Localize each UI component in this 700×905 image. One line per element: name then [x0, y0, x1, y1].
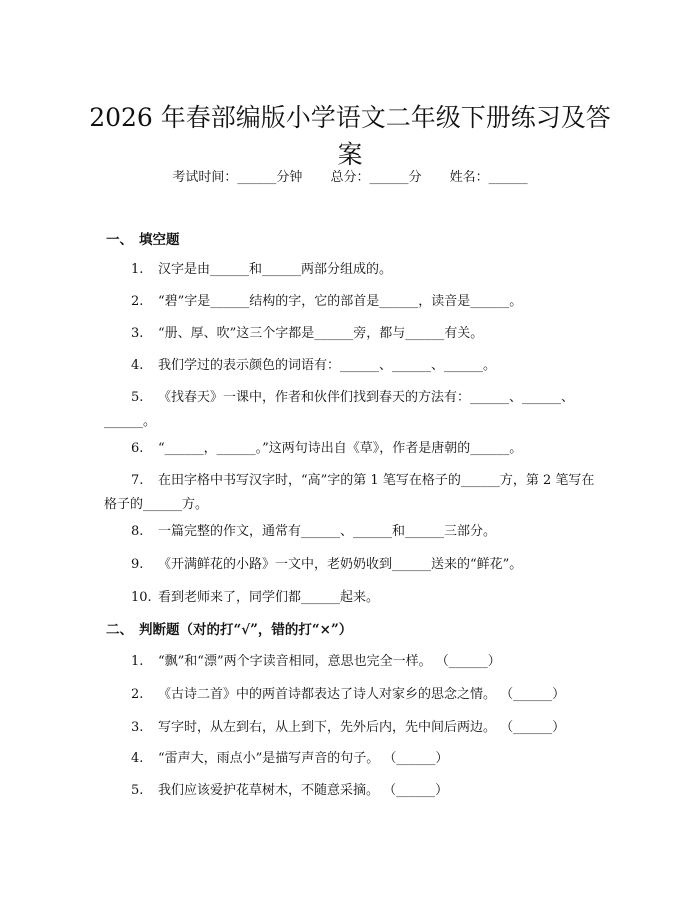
judgment-item: [104, 747, 600, 771]
question-number: 10.: [131, 590, 152, 605]
question-text: “飘”和“漂”两个字读音相同，意思也完全一样。 （______）: [158, 654, 501, 669]
question-item: [104, 469, 600, 517]
judgment-item: [104, 683, 600, 707]
question-number: 8.: [131, 524, 144, 539]
question-text: “雷声大，雨点小”是描写声音的句子。 （______）: [158, 751, 449, 766]
question-number: 5.: [131, 783, 144, 798]
question-number: 1.: [131, 654, 144, 669]
judgment-item: [104, 650, 600, 674]
question-number: 1.: [131, 262, 144, 277]
section-number: 一、: [106, 232, 133, 248]
question-number: 6.: [131, 441, 144, 456]
section-label: 填空题: [139, 232, 180, 248]
section-heading-true-false: [106, 620, 352, 640]
question-number: 2.: [131, 294, 144, 309]
exam-meta: [0, 168, 700, 188]
question-number: 3.: [131, 326, 144, 341]
question-text: 我们学过的表示颜色的词语有：______、______、______。: [158, 358, 497, 373]
page-title: 2026 年春部编版小学语文二年级下册练习及答案: [89, 102, 611, 169]
student-name: 姓名：______: [449, 170, 528, 185]
question-item: [104, 553, 600, 577]
question-text: 《古诗二首》中的两首诗都表达了诗人对家乡的思念之情。 （______）: [158, 687, 566, 702]
question-item: [104, 322, 600, 346]
question-text: 《找春天》一课中，作者和伙伴们找到春天的方法有：______、______、______。: [104, 390, 575, 429]
question-item: [104, 354, 600, 378]
question-item: [104, 520, 600, 544]
question-text: “碧”字是______结构的字，它的部首是______，读音是______。: [158, 294, 523, 309]
question-text: 我们应该爱护花草树木，不随意采摘。 （______）: [158, 783, 449, 798]
question-number: 5.: [131, 390, 144, 405]
question-text: 在田字格中书写汉字时，“高”字的第 1 笔写在格子的______方，第 2 笔写在格子的______方。: [104, 473, 595, 512]
question-item: [104, 586, 600, 610]
question-text: 一篇完整的作文，通常有______、______和______三部分。: [158, 524, 497, 539]
section-number: 二、: [106, 622, 133, 638]
question-number: 4.: [131, 751, 144, 766]
question-item: [104, 386, 600, 434]
question-text: 写字时，从左到右，从上到下，先外后内，先中间后两边。 （______）: [158, 720, 566, 735]
section-heading-fill-in: [106, 230, 180, 250]
question-text: “册、厚、吹”这三个字都是______旁，都与______有关。: [158, 326, 484, 341]
exam-time: 考试时间：______分钟: [172, 170, 303, 185]
question-item: [104, 437, 600, 461]
question-text: 汉字是由______和______两部分组成的。: [158, 262, 393, 277]
question-number: 2.: [131, 687, 144, 702]
question-text: 看到老师来了，同学们都______起来。: [158, 590, 380, 605]
question-item: [104, 258, 600, 282]
question-text: 《开满鲜花的小路》一文中，老奶奶收到______送来的“鲜花”。: [158, 557, 523, 572]
judgment-item: [104, 716, 600, 740]
question-number: 9.: [131, 557, 144, 572]
question-number: 4.: [131, 358, 144, 373]
question-number: 7.: [131, 473, 144, 488]
section-label: 判断题（对的打“√”，错的打“×”）: [139, 622, 353, 638]
question-text: “______，______。”这两句诗出自《草》，作者是唐朝的______。: [158, 441, 523, 456]
exam-score: 总分：______分: [330, 170, 422, 185]
question-number: 3.: [131, 720, 144, 735]
question-item: [104, 290, 600, 314]
judgment-item: [104, 779, 600, 803]
